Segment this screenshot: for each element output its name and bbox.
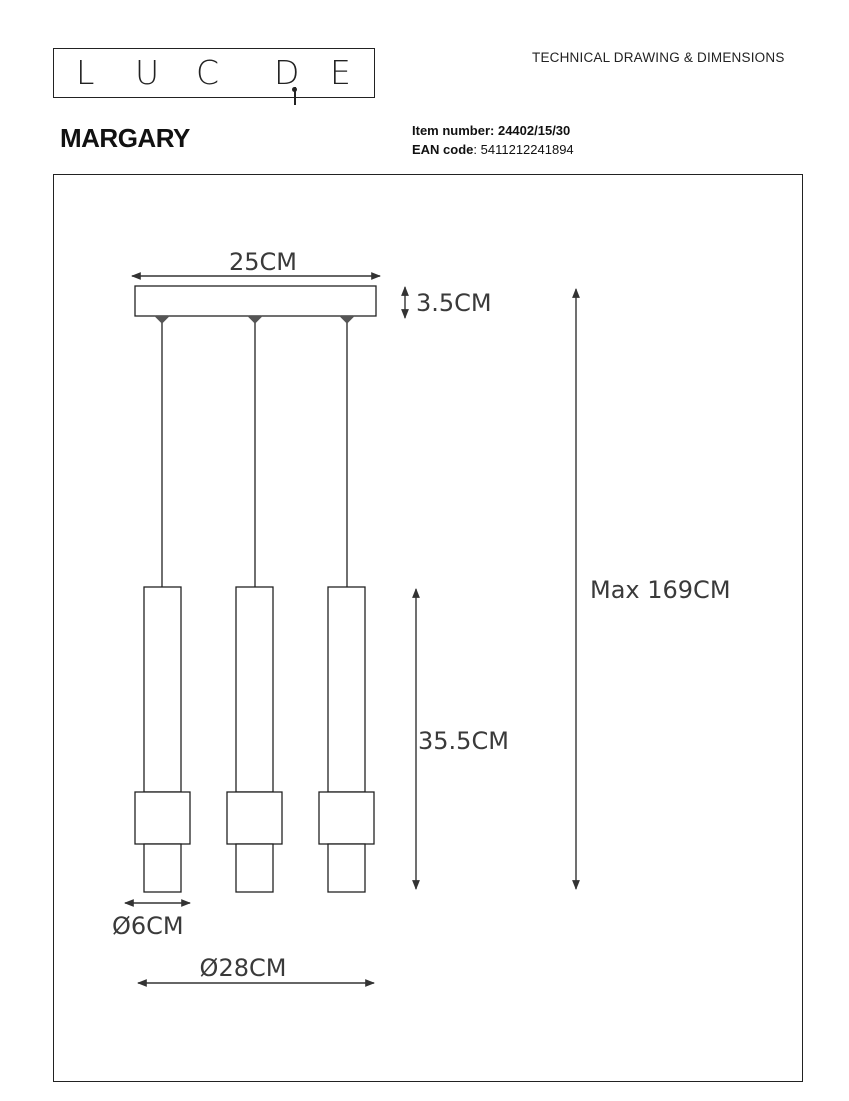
lamp-diameter-dimension — [112, 903, 190, 940]
total-diameter-dimension — [138, 954, 374, 983]
max-height-dimension — [576, 289, 731, 889]
pendant-lamp-left — [135, 316, 190, 892]
logo-letter: E — [330, 53, 351, 92]
ean-value: : 5411212241894 — [473, 142, 574, 157]
canopy-height-label: 3.5CM — [416, 289, 492, 317]
logo-letter: D — [274, 53, 300, 92]
product-name: MARGARY — [60, 123, 190, 153]
max-height-label: Max 169CM — [590, 576, 731, 604]
document-title: TECHNICAL DRAWING & DIMENSIONS — [532, 50, 785, 65]
lamp-height-label: 35.5CM — [418, 727, 509, 755]
item-number-label: Item number: — [412, 123, 495, 138]
pendant-lamp-center — [227, 316, 282, 892]
lamp-diameter-label: Ø6CM — [112, 912, 184, 940]
logo-letter: L — [76, 53, 95, 92]
canopy-width-dimension — [132, 248, 380, 276]
pendant-lamp-right — [319, 316, 374, 892]
logo-letter: U — [135, 53, 160, 92]
logo-letter: C — [196, 53, 220, 92]
ceiling-canopy — [135, 286, 376, 316]
item-number-value: 24402/15/30 — [497, 123, 571, 138]
canopy-width-label: 25CM — [228, 248, 298, 276]
total-diameter-label: Ø28CM — [199, 954, 287, 982]
lamp-height-dimension — [416, 589, 509, 889]
ean-label: EAN code — [412, 142, 474, 157]
canopy-height-dimension — [405, 287, 492, 318]
